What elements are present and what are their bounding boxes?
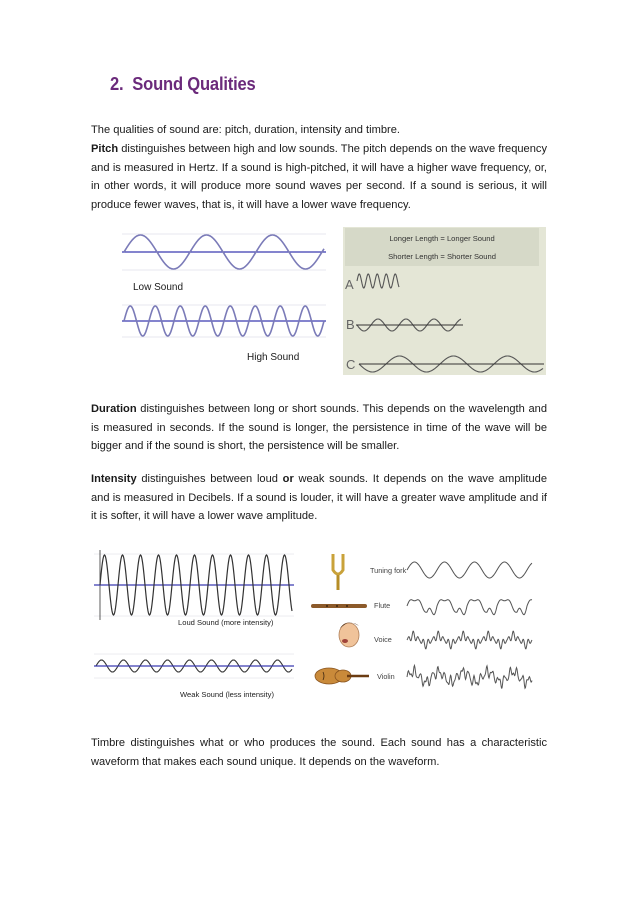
timbre-paragraph: Timbre distinguishes what or who produces the sound. Each sound has a characteristic waveform that makes each sound unique. It depends on the waveform. xyxy=(91,737,547,768)
legend-line-longer: Longer Length = Longer Sound xyxy=(389,234,495,243)
pitch-term: Pitch xyxy=(91,143,119,155)
letter-a: A xyxy=(345,277,354,292)
duration-text: distinguishes between long or short sounds. This depends on the wavelength and is measured in seconds. If the sound is longer, the persistence in time of the wave will be bigger and if the sound is short, the persistence will be smaller. xyxy=(91,403,547,453)
instrument-label-violin: Violin xyxy=(377,672,395,681)
pitch-text: distinguishes between high and low sounds. The pitch depends on the wave frequency and is measured in Hertz. If a sound is high-pitched, it will have a higher wave frequency, or, in other words, it will produce more sound waves per second. If a sound is serious, it will produce fewer waves, that is, it will have a lower wave frequency. xyxy=(91,143,547,211)
instrument-label-voice: Voice xyxy=(374,635,392,644)
flute-icon xyxy=(313,605,365,607)
instrument-label-tuning-fork: Tuning fork xyxy=(370,566,407,575)
high-sound-label: High Sound xyxy=(247,352,300,363)
pitch-paragraph xyxy=(91,140,547,214)
tuning-fork-wave xyxy=(407,562,532,578)
flute-wave xyxy=(407,600,532,615)
violin-icon xyxy=(315,668,369,684)
voice-wave xyxy=(407,631,532,648)
letter-c: C xyxy=(346,357,356,372)
violin-wave xyxy=(407,665,532,688)
intro-paragraph: The qualities of sound are: pitch, duration, intensity and timbre. xyxy=(91,124,400,136)
timbre-figure xyxy=(307,548,537,698)
intensity-text-b: weak sounds. It depends on the wave amplitude and is measured in Decibels. If a sound is louder, it will have a greater wave amplitude and if it is softer, it will have a lower wave amplitude. xyxy=(91,473,547,523)
intensity-term: Intensity xyxy=(91,473,137,485)
voice-icon xyxy=(339,622,359,647)
weak-sound-label: Weak Sound (less intensity) xyxy=(180,690,274,699)
low-sound-label: Low Sound xyxy=(133,282,184,293)
legend-line-shorter: Shorter Length = Shorter Sound xyxy=(388,252,496,261)
intensity-or: or xyxy=(282,473,294,485)
section-number: 2. xyxy=(110,74,124,94)
tuning-fork-icon xyxy=(333,554,343,590)
section-title: Sound Qualities xyxy=(132,74,256,94)
duration-term: Duration xyxy=(91,403,137,415)
loud-sound-label: Loud Sound (more intensity) xyxy=(178,618,274,627)
duration-paragraph xyxy=(91,400,547,456)
instrument-label-flute: Flute xyxy=(374,601,391,610)
duration-legend-box xyxy=(345,228,539,266)
letter-b: B xyxy=(346,317,355,332)
section-heading xyxy=(110,74,256,95)
intensity-text-a: distinguishes between loud xyxy=(136,473,283,485)
intensity-paragraph xyxy=(91,470,547,526)
